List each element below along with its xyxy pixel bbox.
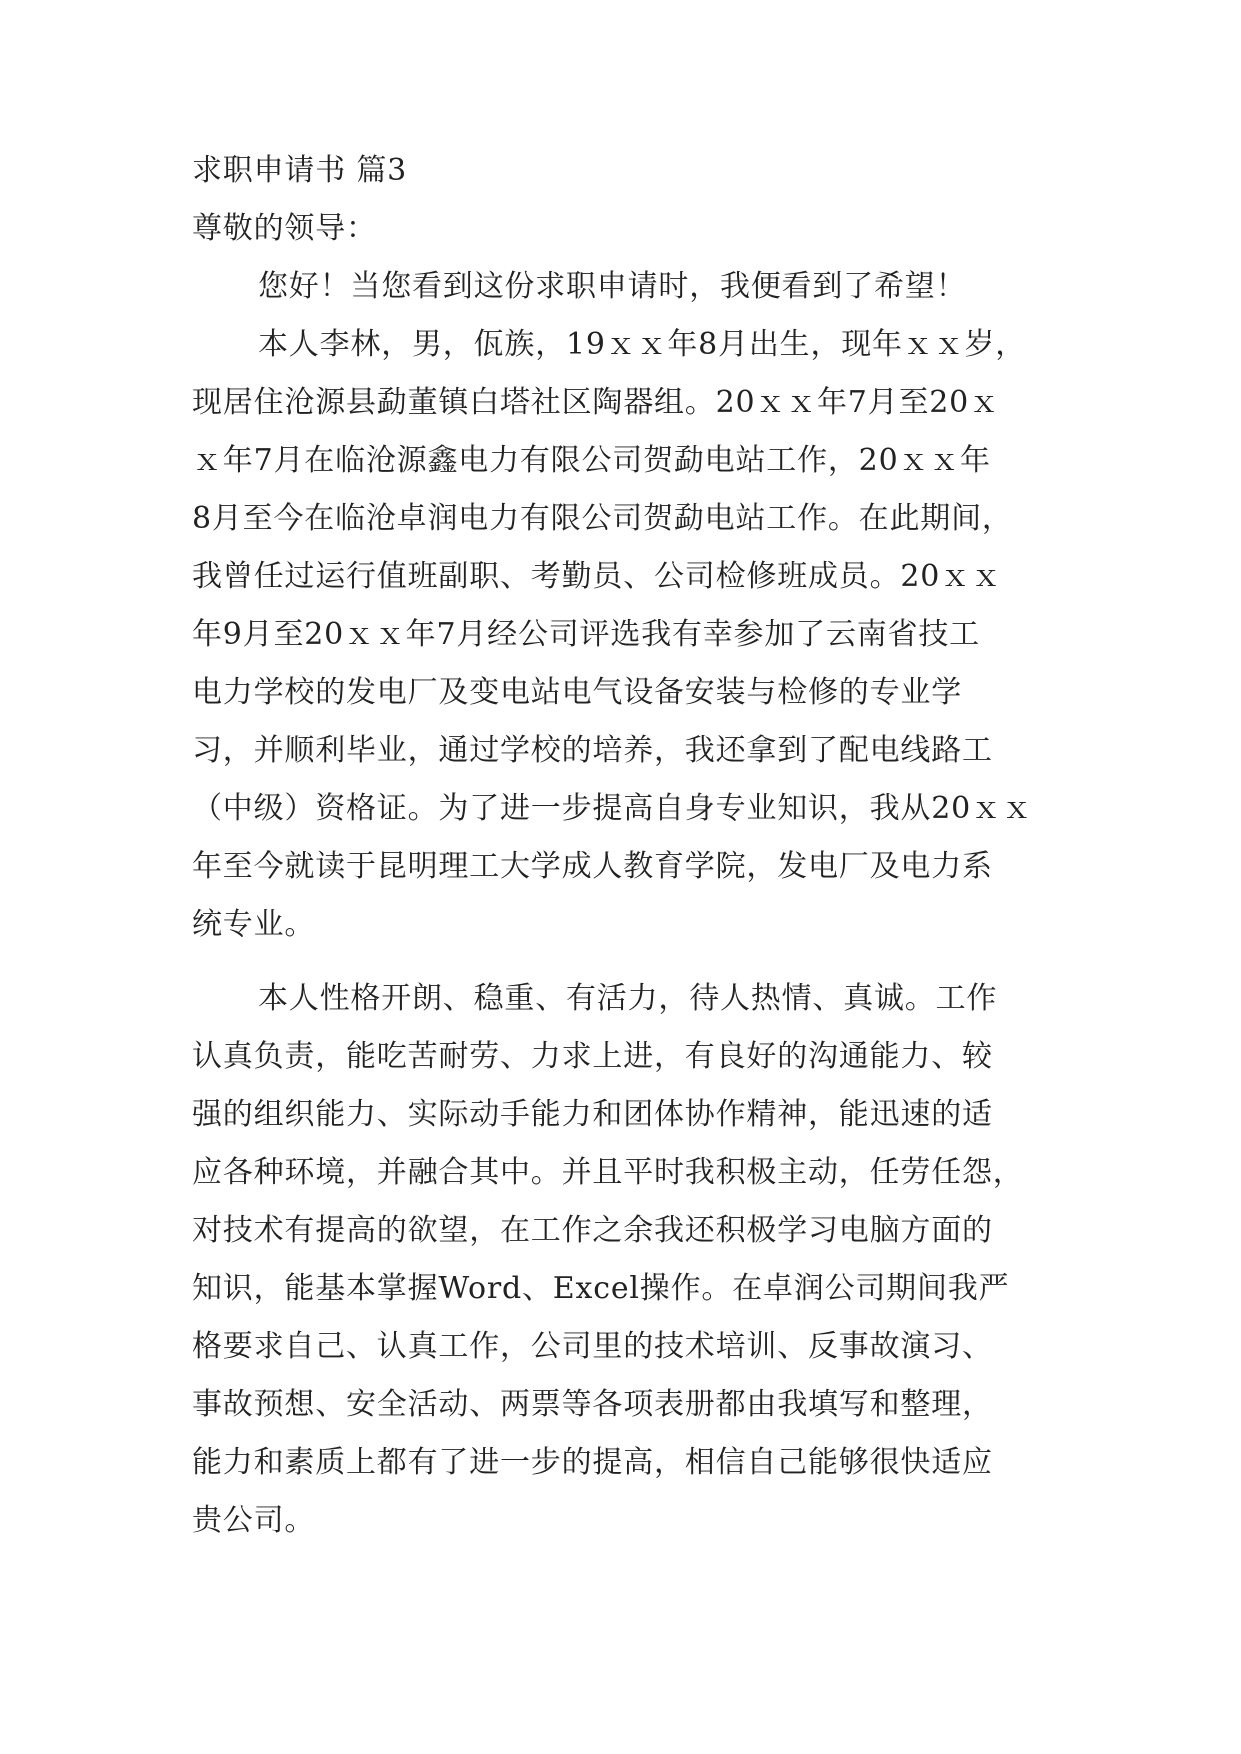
text-line: 您好！当您看到这份求职申请时，我便看到了希望！ bbox=[258, 269, 967, 304]
text-line: 统专业。 bbox=[192, 907, 316, 942]
text-line: 贵公司。 bbox=[192, 1503, 316, 1538]
text-line: 知识，能基本掌握Word、Excel操作。在卓润公司期间我严 bbox=[192, 1271, 1010, 1306]
text-line: 习，并顺利毕业，通过学校的培养，我还拿到了配电线路工 bbox=[192, 733, 993, 768]
text-line: 认真负责，能吃苦耐劳、力求上进，有良好的沟通能力、较 bbox=[192, 1039, 993, 1074]
text-line: 现居住沧源县勐董镇白塔社区陶器组。20ｘｘ年7月至20ｘ bbox=[192, 385, 1000, 420]
text-line: 电力学校的发电厂及变电站电气设备安装与检修的专业学 bbox=[192, 675, 962, 710]
text-line: 年9月至20ｘｘ年7月经公司评选我有幸参加了云南省技工 bbox=[192, 617, 980, 652]
text-line: 事故预想、安全活动、两票等各项表册都由我填写和整理， bbox=[192, 1387, 993, 1422]
salutation: 尊敬的领导： bbox=[192, 211, 377, 246]
text-line: 8月至今在临沧卓润电力有限公司贺勐电站工作。在此期间， bbox=[192, 501, 1013, 536]
text-line: 我曾任过运行值班副职、考勤员、公司检修班成员。20ｘｘ bbox=[192, 559, 1002, 594]
text-line: ｘ年7月在临沧源鑫电力有限公司贺勐电站工作，20ｘｘ年 bbox=[192, 443, 991, 478]
text-line: 格要求自己、认真工作，公司里的技术培训、反事故演习、 bbox=[192, 1329, 993, 1364]
text-line: 对技术有提高的欲望，在工作之余我还积极学习电脑方面的 bbox=[192, 1213, 993, 1248]
text-line: （中级）资格证。为了进一步提高自身专业知识，我从20ｘｘ bbox=[192, 791, 1033, 826]
document-title: 求职申请书 篇3 bbox=[192, 153, 408, 188]
text-line: 本人性格开朗、稳重、有活力，待人热情、真诚。工作 bbox=[258, 981, 998, 1016]
text-line: 年至今就读于昆明理工大学成人教育学院，发电厂及电力系 bbox=[192, 849, 993, 884]
text-line: 能力和素质上都有了进一步的提高，相信自己能够很快适应 bbox=[192, 1445, 993, 1480]
text-line: 强的组织能力、实际动手能力和团体协作精神，能迅速的适 bbox=[192, 1097, 993, 1132]
text-line: 应各种环境，并融合其中。并且平时我积极主动，任劳任怨， bbox=[192, 1155, 1024, 1190]
text-line: 本人李林，男，佤族，19ｘｘ年8月出生，现年ｘｘ岁， bbox=[258, 327, 1027, 362]
